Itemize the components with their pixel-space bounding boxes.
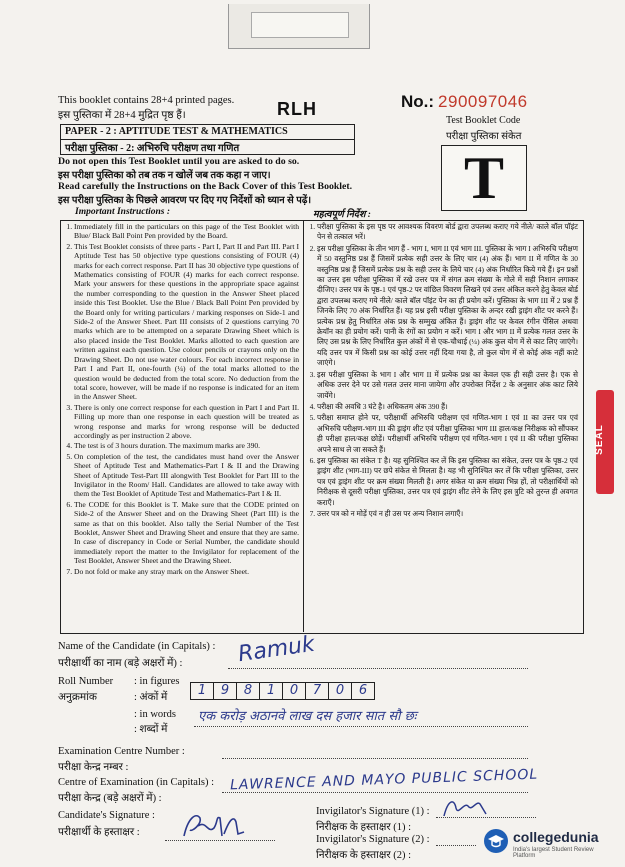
paper-title-en: PAPER - 2 : APTITUDE TEST & MATHEMATICS bbox=[65, 126, 288, 137]
centre-name-label-en: Centre of Examination (in Capitals) : bbox=[58, 777, 215, 788]
graduation-cap-icon bbox=[483, 828, 509, 854]
instructions-heading-hi: महत्वपूर्ण निर्देश : bbox=[313, 210, 371, 220]
in-words-label-hi: : शब्दों में bbox=[134, 724, 168, 735]
seal-label: SEAL bbox=[593, 424, 605, 455]
candidate-name-label-en: Name of the Candidate (in Capitals) : bbox=[58, 641, 216, 652]
instruction-hi-7: 7. उत्तर पत्र को न मोड़ें एवं न ही उस पर अन्य निशान लगाएँ। bbox=[317, 509, 578, 519]
printed-pages-en: This booklet contains 28+4 printed pages. bbox=[58, 95, 235, 106]
instruction-en-3: 3. There is only one correct response for each question in Part I and Part II. Filling up more than one response in each question will be treated as wrong response and marks for wrong response will be deducted accordingly as per instruction 2 above. bbox=[74, 403, 299, 441]
centre-number-line bbox=[222, 758, 528, 759]
in-figures-label-en: : in figures bbox=[134, 676, 180, 687]
in-words-line bbox=[194, 726, 528, 727]
warning-open-en: Do not open this Test Booklet until you are asked to do so. bbox=[58, 156, 300, 167]
roll-number-label-hi: अनुक्रमांक bbox=[58, 692, 97, 703]
instruction-en-5: 5. On completion of the test, the candidates must hand over the Answer Sheet of Aptitude Test and Mathematics-Part I & II and the Drawing Sheet of Aptitude Test-Part III alongwith Test Booklet for Part III to the Invigilator in the Room/ Hall. Candidates are allowed to take away with them the Test Booklet of Aptitude Test and Mathematics-Part I & II. bbox=[74, 452, 299, 499]
invigilator-2-line bbox=[436, 845, 476, 846]
booklet-number-value: 290097046 bbox=[438, 92, 528, 111]
centre-name-label-hi: परीक्षा केन्द्र (बड़े अक्षरों में) : bbox=[58, 793, 162, 804]
instructions-heading-en: Important Instructions : bbox=[75, 207, 171, 217]
watermark-tagline: India's largest Student Review Platform bbox=[513, 847, 594, 859]
instruction-hi-1: 1. परीक्षा पुस्तिका के इस पृष्ठ पर आवश्यक विवरण बोर्ड द्वारा उपलब्ध कराए गये नीले/ काले बॉल पॉइंट पेन से तत्काल भरें। bbox=[317, 222, 578, 243]
paper-title-box bbox=[60, 124, 355, 155]
invigilator-1-label-en: Invigilator's Signature (1) : bbox=[316, 806, 430, 817]
roll-digit[interactable]: 8 bbox=[237, 682, 260, 700]
instruction-hi-5: 5. परीक्षा समाप्त होने पर, परीक्षार्थी अभिरुचि परीक्षण एवं गणित-भाग I एवं II का उत्तर पत्र एवं अभिरुचि परीक्षण-भाग III की ड्राइंग शीट एवं परीक्षा पुस्तिका भाग III हाल/कक्ष निरीक्षक को सौंपकर ही परीक्षा हाल/कक्ष छोड़ें। परीक्षार्थी अभिरुचि परीक्षण एवं गणित-भाग I एवं II की परीक्षा पुस्तिका अपने साथ ले जा सकते हैं। bbox=[317, 413, 578, 455]
roll-number-label-en: Roll Number bbox=[58, 676, 114, 687]
instruction-hi-3: 3. इस परीक्षा पुस्तिका के भाग I और भाग II में प्रत्येक प्रश्न का केवल एक ही सही उत्तर है। एक से अधिक उत्तर देने पर उसे गलत उत्तर माना जायेगा और उपरोक्त निर्देश 2 के अनुसार अंक काट लिये जायेंगे। bbox=[317, 370, 578, 401]
warning-read-hi: इस परीक्षा पुस्तिका के पिछले आवरण पर दिए गए निर्देशों को ध्यान से पढ़ें। bbox=[58, 195, 312, 206]
instruction-hi-2: 2. इस परीक्षा पुस्तिका के तीन भाग हैं - भाग I, भाग II एवं भाग III. पुस्तिका के भाग I अभिरुचि परीक्षण में 50 वस्तुनिष्ठ प्रश्न हैं जिसमें प्रत्येक सही उत्तर के लिए चार (4) अंक हैं। भाग II में गणित के 30 वस्तुनिष्ठ प्रश्न हैं जिसमें प्रत्येक प्रश्न के सही उत्तर के लिये चार (4) अंक निर्धारित किये गये हैं। इन प्रश्नों का उत्तर इस परीक्षा पुस्तिका में रखे उत्तर पत्र में संगत क्रम संख्या के गोले में सही निशान लगाकर दीजिए। उत्तर पत्र के पृष्ठ-1 एवं पृष्ठ-2 पर वांछित विवरण लिखने एवं उत्तर अंकित करने हेतु केवल बोर्ड द्वारा उपलब्ध कराए गये नीले/ काले बॉल पॉइंट पेन का ही प्रयोग करें। पुस्तिका के भाग III में 2 प्रश्न हैं जिनके लिए 70 अंक निर्धारित हैं। यह प्रश्न इसी परीक्षा पुस्तिका के अन्दर रखी ड्राइंग शीट पर करने हैं। प्रत्येक प्रश्न हेतु निर्धारित अंक प्रश्न के सम्मुख अंकित हैं। ड्राइंग शीट पर केवल रंगीन पेंसिल अथवा क्रेयॉन का ही प्रयोग करें। पानी के रंगों का प्रयोग न करें। भाग I और भाग II में प्रत्येक गलत उत्तर के लिए उस प्रश्न के लिए निर्धारित कुल अंकों में से एक-चौथाई (¼) अंक कुल योग में से काट लिए जाएंगे। यदि उत्तर पत्र में किसी प्रश्न का कोई उत्तर नहीं दिया गया है, तो कुल योग में से कोई अंक नहीं काटे जाएंगे। bbox=[317, 244, 578, 369]
collegedunia-watermark bbox=[483, 826, 613, 860]
instruction-en-2: 2. This Test Booklet consists of three parts - Part I, Part II and Part III. Part I Aptitude Test has 50 objective type questions consisting of FOUR (4) marks for each correct response. Part II has 30 objective type questions of Mathematics consisting of FOUR (4) marks for each correct response. Mark your answers for these questions in the appropriate space against the number corresponding to the question in the Answer Sheet placed inside this Test Booklet. Use the Blue / Black Ball Point Pen provided by the Board only for writing particulars / marking responses on Side-1 and Side-2 of the Answer Sheet. Part III consists of 2 questions carrying 70 marks which are to be attempted on a separate Drawing Sheet which is also placed inside the Test Booklet. Marks allotted to each question are written against each question. Use colour pencils or crayons only on the Drawing Sheet. Do not use water colours. For each incorrect response in Part I and Part II, one-fourth (¼) of the total marks allotted to the question would be deducted from the total score. No deduction from the total score, however, will be made if no response is indicated for an item in the Answer Sheet. bbox=[74, 242, 299, 402]
code-label-en: Test Booklet Code bbox=[446, 115, 521, 126]
warning-read-en: Read carefully the Instructions on the Back Cover of this Test Booklet. bbox=[58, 181, 353, 192]
booklet-code-box: T bbox=[441, 145, 527, 211]
centre-name-value[interactable]: LAWRENCE AND MAYO PUBLIC SCHOOL bbox=[229, 766, 539, 794]
booklet-number-label: No.: bbox=[401, 92, 435, 111]
roll-digit[interactable]: 9 bbox=[214, 682, 237, 700]
roll-digit[interactable]: 0 bbox=[329, 682, 352, 700]
instructions-hi bbox=[306, 222, 578, 520]
roll-in-words-value[interactable]: एक करोड़ अठानवे लाख दस हजार सात सौ छः bbox=[198, 709, 417, 724]
roll-digit[interactable]: 1 bbox=[260, 682, 283, 700]
instruction-en-1: 1. Immediately fill in the particulars on this page of the Test Booklet with Blue/ Black Ball Point Pen provided by the Board. bbox=[74, 222, 299, 241]
roll-digit[interactable]: 0 bbox=[283, 682, 306, 700]
centre-name-line bbox=[222, 792, 528, 793]
instruction-en-6: 6. The CODE for this Booklet is T. Make sure that the CODE printed on Side-2 of the Answer Sheet and on the Drawing Sheet (Part III) is the same as that on this booklet. Also tally the Serial Number of the Test Booklet, Answer Sheet and Drawing Sheet and ensure that they are same. In case of discrepancy in Code or Serial Number, the candidate should immediately report the matter to the Invigilator for replacement of the Test Booklet, Answer Sheet and the Drawing Sheet. bbox=[74, 500, 299, 566]
candidate-signature-label-hi: परीक्षार्थी के हस्ताक्षर : bbox=[58, 827, 140, 838]
centre-number-label-hi: परीक्षा केन्द्र नम्बर : bbox=[58, 762, 129, 773]
series-code: RLH bbox=[277, 99, 317, 119]
perforated-tab bbox=[228, 4, 370, 49]
roll-digit[interactable]: 7 bbox=[306, 682, 329, 700]
roll-digit[interactable]: 1 bbox=[190, 682, 214, 700]
column-divider bbox=[303, 220, 304, 632]
candidate-signature-label-en: Candidate's Signature : bbox=[58, 810, 155, 821]
invigilator-1-signature-icon[interactable] bbox=[440, 796, 490, 822]
candidate-signature-icon[interactable] bbox=[178, 808, 248, 842]
centre-number-label-en: Examination Centre Number : bbox=[58, 746, 185, 757]
in-figures-label-hi: : अंकों में bbox=[134, 692, 168, 703]
instruction-hi-6: 6. इस पुस्तिका का संकेत T है। यह सुनिश्चित कर लें कि इस पुस्तिका का संकेत, उत्तर पत्र के पृष्ठ-2 एवं ड्राइंग शीट (भाग-III) पर छपे संकेत से मिलता है। यह भी सुनिश्चित कर लें कि परीक्षा पुस्तिका, उत्तर पत्र एवं ड्राइंग शीट पर क्रम संख्या मिलती है। अगर संकेत या क्रम संख्या भिन्न हों, तो परीक्षार्थियों को निरीक्षक से दूसरी परीक्षा पुस्तिका, उत्तर पत्र एवं ड्राइंग शीट लेने के लिए इस त्रुटि को तुरन्त ही अवगत कराएँ। bbox=[317, 456, 578, 508]
invigilator-2-label-hi: निरीक्षक के हस्ताक्षर (2) : bbox=[316, 850, 412, 861]
code-label-hi: परीक्षा पुस्तिका संकेत bbox=[446, 131, 522, 142]
roll-digit[interactable]: 6 bbox=[352, 682, 375, 700]
invigilator-1-label-hi: निरीक्षक के हस्ताक्षर (1) : bbox=[316, 822, 412, 833]
in-words-label-en: : in words bbox=[134, 709, 176, 720]
instructions-en bbox=[63, 222, 299, 577]
invigilator-2-label-en: Invigilator's Signature (2) : bbox=[316, 834, 430, 845]
candidate-name-value[interactable]: Ramuk bbox=[236, 631, 317, 668]
warning-open-hi: इस परीक्षा पुस्तिका को तब तक न खोलें जब तक कहा न जाए। bbox=[58, 170, 271, 181]
roll-number-boxes[interactable] bbox=[190, 681, 375, 700]
booklet-number bbox=[401, 92, 528, 112]
candidate-name-label-hi: परीक्षार्थी का नाम (बड़े अक्षरों में) : bbox=[58, 658, 183, 669]
instruction-en-4: 4. The test is of 3 hours duration. The maximum marks are 390. bbox=[74, 441, 299, 450]
candidate-name-line bbox=[228, 668, 528, 669]
paper-title-hi: परीक्षा पुस्तिका - 2: अभिरुचि परीक्षण तथा गणित bbox=[65, 143, 240, 154]
seal-sticker bbox=[593, 390, 614, 494]
instruction-hi-4: 4. परीक्षा की अवधि 3 घंटे है। अधिकतम अंक 390 हैं। bbox=[317, 402, 578, 412]
instruction-en-7: 7. Do not fold or make any stray mark on the Answer Sheet. bbox=[74, 567, 299, 576]
printed-pages-hi: इस पुस्तिका में 28+4 मुद्रित पृष्ठ हैं। bbox=[58, 110, 186, 121]
watermark-brand: collegedunia bbox=[513, 829, 599, 845]
